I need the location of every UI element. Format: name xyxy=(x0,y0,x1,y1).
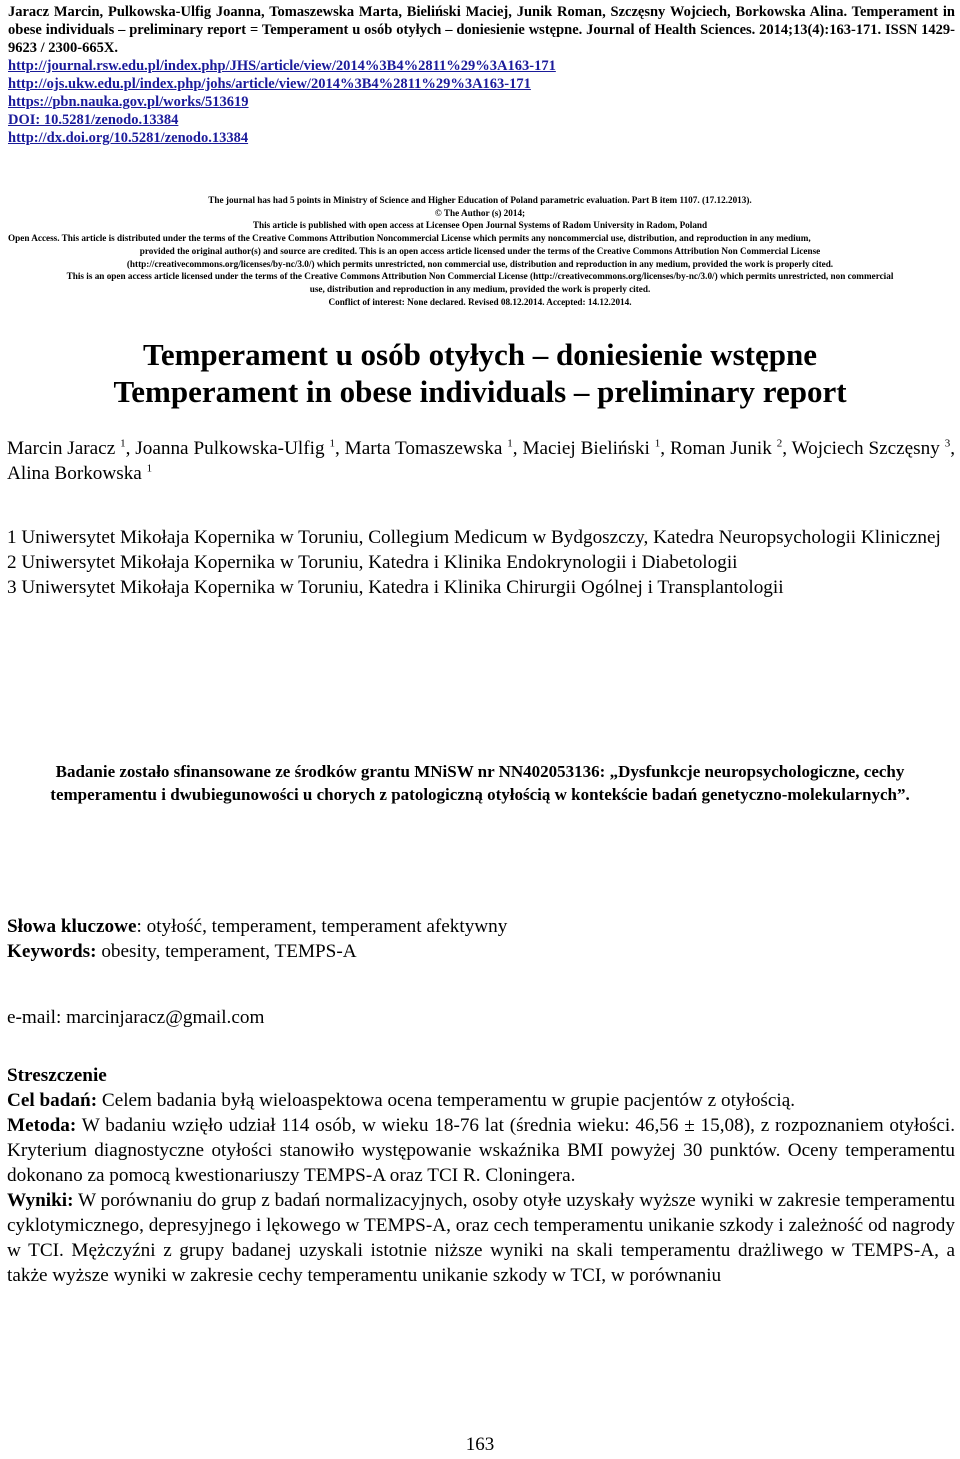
notice-line: provided the original author(s) and source are credited. This is an open access article licensed under the terms of the Creative Commons Attribution Non Commercial License xyxy=(139,245,821,256)
keywords-polish xyxy=(7,914,955,939)
results-text: W porównaniu do grup z badań normalizacyjnych, osoby otyłe uzyskały wyższe wyniki w zakresie temperamentu cyklotymicznego, depresyjnego i lękowego w TEMPS-A, oraz cech temperamentu unikanie szkody i zależność od nagrody w TCI. Mężczyźni z grupy badanej uzyskali istotnie niższe wyniki na skali temperamentu drażliwego w TEMPS-A, a także wyższe wyniki w zakresie cechy temperamentu unikanie szkody w TCI, w porównaniu xyxy=(7,1190,955,1286)
author-affiliation: 1 xyxy=(654,437,661,450)
link-doi-url[interactable]: http://dx.doi.org/10.5281/zenodo.13384 xyxy=(8,130,249,146)
results-label: Wyniki: xyxy=(7,1190,74,1211)
citation-text: Jaracz Marcin, Pulkowska-Ulfig Joanna, Tomaszewska Marta, Bieliński Maciej, Junik Roman, Szczęsny Wojciech, Borkowska Alina. Temperament in obese individuals – preliminary report = Temperament u osób otyłych – doniesienie wstępne. Journal of Health Sciences. 2014;13(4):163-171. ISSN 1429-9623 / 2300-665X. xyxy=(8,4,955,56)
paper-title xyxy=(0,336,960,410)
affiliation-number: 1 xyxy=(7,527,17,548)
notice-line: Open Access. This article is distributed under the terms of the Creative Commons Attribution Noncommercial License which permits any noncommercial use, distribution, and reproduction in any medium, xyxy=(8,233,811,244)
author-list: Marcin Jaracz $^1$, Joanna Pulkowska-Ulfig $^1$, Marta Tomaszewska $^1$, Maciej Bieliński $^1$, Roman Junik $^2$, Wojciech Szczęsny $^3$, Alina Borkowska $^1$ xyxy=(7,437,956,484)
author-name: Alina Borkowska xyxy=(7,463,142,484)
keywords-english-text: obesity, temperament, TEMPS-A xyxy=(96,941,357,962)
notice-line: The journal has had 5 points in Ministry of Science and Higher Education of Poland parametric evaluation. Part B item 1107. (17.12.2013). xyxy=(208,195,752,205)
author-name: Marcin Jaracz xyxy=(7,438,116,459)
author-affiliation: 1 xyxy=(146,462,153,475)
abstract-aim xyxy=(7,1088,955,1113)
title-english: Temperament in obese individuals – preliminary report xyxy=(113,374,847,409)
keywords-block xyxy=(7,914,955,964)
keywords-polish-text: : otyłość, temperament, temperament afektywny xyxy=(136,916,508,937)
method-text: W badaniu wzięło udział 114 osób, w wieku 18-76 lat (średnia wieku: 46,56 ± 15,08), z rozpoznaniem otyłości. Kryterium diagnostyczne otyłości stanowiło występowanie wskaźnika BMI powyżej 30 punktów. Oceny temperamentu dokonano za pomocą kwestionariuszy TEMPS-A oraz TCI R. Cloningera. xyxy=(7,1115,955,1186)
link-ojs[interactable]: http://ojs.ukw.edu.pl/index.php/johs/article/view/2014%3B4%2811%29%3A163-171 xyxy=(8,76,531,92)
notice-line: This is an open access article licensed under the terms of the Creative Commons Attribution Non Commercial License (http://creativecommons.org/licenses/by-nc/3.0/) which permits unrestricted, non commercial xyxy=(66,271,894,282)
keywords-english xyxy=(7,939,955,964)
affiliation-item xyxy=(7,575,955,600)
author-affiliation: 1 xyxy=(507,437,513,450)
notice-line: © The Author (s) 2014; xyxy=(434,207,526,218)
abstract-results xyxy=(7,1188,955,1288)
grant-statement: Badanie zostało sfinansowane ze środków grantu MNiSW nr NN402053136: „Dysfunkcje neuropsychologiczne, cechy temperamentu i dwubiegunowości u chorych z patologiczną otyłością w kontekście badań genetyczno-molekularnych”. xyxy=(50,762,910,804)
affiliation-number: 3 xyxy=(7,577,17,598)
citation-block xyxy=(8,3,955,147)
affiliation-text: Uniwersytet Mikołaja Kopernika w Toruniu, Katedra i Klinika Endokrynologii i Diabetologii xyxy=(21,552,738,573)
affiliation-text: Uniwersytet Mikołaja Kopernika w Toruniu, Katedra i Klinika Chirurgii Ogólnej i Transplantologii xyxy=(21,577,784,598)
notice-line: This article is published with open access at Licensee Open Journal Systems of Radom University in Radom, Poland xyxy=(252,220,708,231)
author-affiliation: 1 xyxy=(120,437,126,450)
affiliation-item xyxy=(7,525,955,550)
abstract-heading: Streszczenie xyxy=(7,1065,107,1086)
notice-line: (http://creativecommons.org/licenses/by-nc/3.0/) which permits unrestricted, non commercial use, distribution and reproduction in any medium, provided the work is properly cited. xyxy=(126,258,834,269)
author-name: Wojciech Szczęsny xyxy=(791,438,940,459)
affiliation-text: Uniwersytet Mikołaja Kopernika w Toruniu, Collegium Medicum w Bydgoszczy, Katedra Neuropsychologii Klinicznej xyxy=(21,527,941,548)
method-label: Metoda: xyxy=(7,1115,77,1136)
abstract-method xyxy=(7,1113,955,1188)
affiliations xyxy=(7,525,955,600)
page-number: 163 xyxy=(465,1434,495,1455)
title-polish: Temperament u osób otyłych – doniesienie wstępne xyxy=(143,337,817,372)
affiliation-number: 2 xyxy=(7,552,17,573)
keywords-polish-label: Słowa kluczowe xyxy=(7,916,137,937)
author-name: Maciej Bieliński xyxy=(522,438,650,459)
link-pbn[interactable]: https://pbn.nauka.gov.pl/works/513619 xyxy=(8,94,249,110)
email-line: e-mail: marcinjaracz@gmail.com xyxy=(7,1007,265,1028)
aim-text: Celem badania byłą wieloaspektowa ocena temperamentu w grupie pacjentów z otyłością. xyxy=(97,1090,796,1111)
author-name: Marta Tomaszewska xyxy=(344,438,503,459)
affiliation-item xyxy=(7,550,955,575)
notice-line: use, distribution and reproduction in any medium, provided the work is properly cited. xyxy=(309,283,651,294)
author-name: Roman Junik xyxy=(669,438,772,459)
aim-label: Cel badań: xyxy=(7,1090,98,1111)
author-name: Joanna Pulkowska-Ulfig xyxy=(135,438,325,459)
author-affiliation: 2 xyxy=(776,437,783,450)
link-journal[interactable]: http://journal.rsw.edu.pl/index.php/JHS/article/view/2014%3B4%2811%29%3A163-171 xyxy=(8,58,556,74)
author-affiliation: 3 xyxy=(944,437,951,450)
abstract xyxy=(7,1063,955,1288)
license-notice xyxy=(0,194,960,308)
keywords-english-label: Keywords: xyxy=(7,941,97,962)
notice-line: Conflict of interest: None declared. Revised 08.12.2014. Accepted: 14.12.2014. xyxy=(328,296,632,307)
author-affiliation: 1 xyxy=(329,437,335,450)
link-doi[interactable]: DOI: 10.5281/zenodo.13384 xyxy=(8,112,179,128)
